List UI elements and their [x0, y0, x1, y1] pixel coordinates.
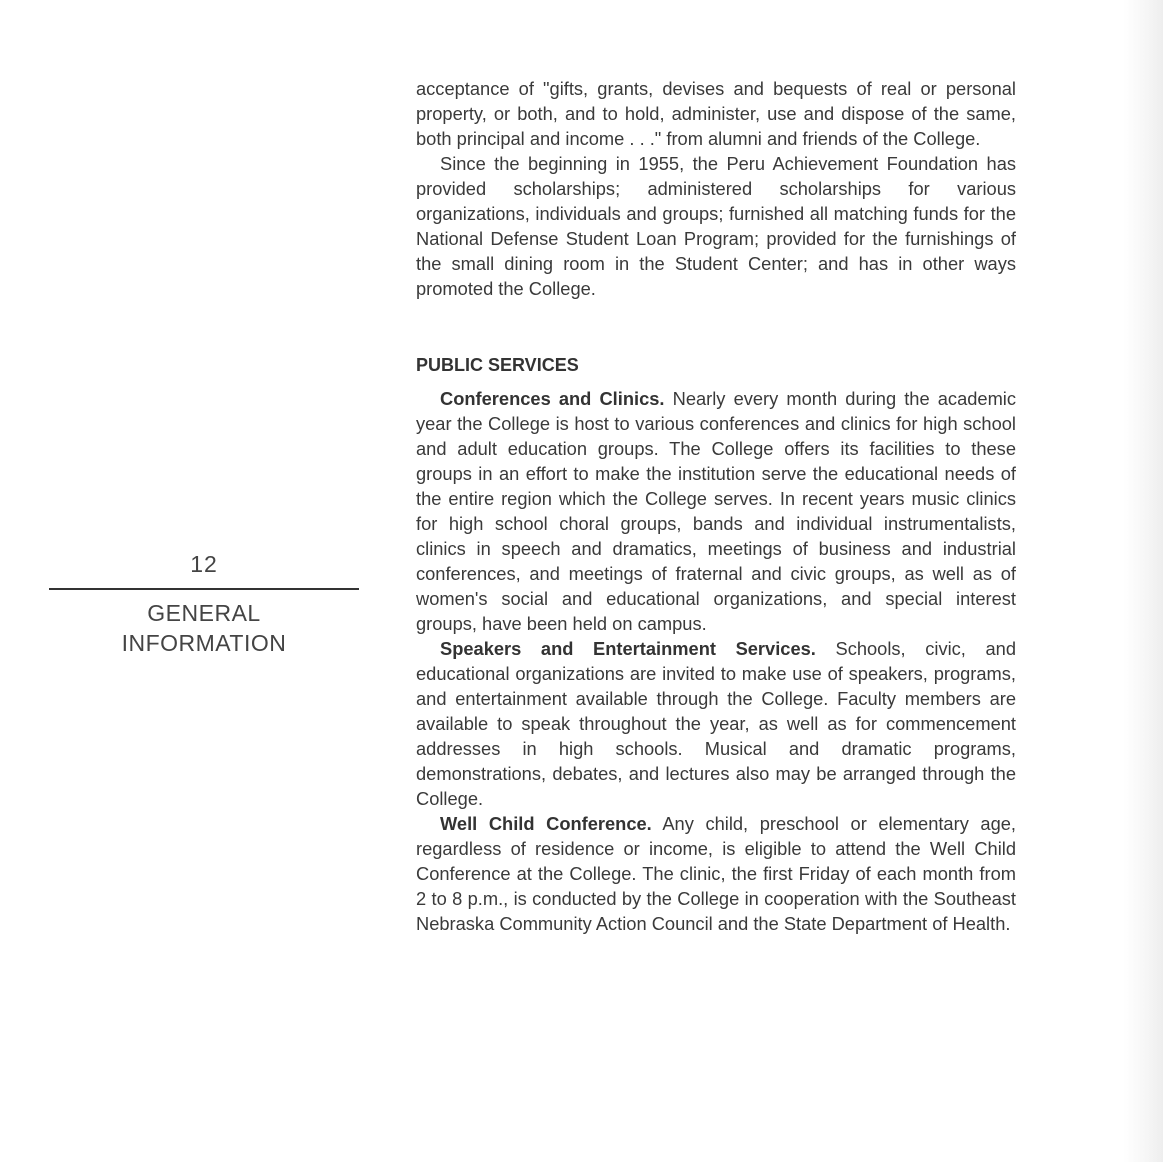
- side-header: [48, 548, 360, 658]
- run-head-speakers: Speakers and Entertainment Services.: [440, 638, 816, 659]
- side-rule: [49, 588, 359, 590]
- conferences-body: Nearly every month during the academic year the College is host to various conferences and clinics for high school and adult education groups. The College offers its facilities to these groups in an effort to make the institution serve the educational needs of the entire region which the College serves. In recent years music clinics for high school choral groups, bands and individual instrumentalists, clinics in speech and dramatics, meetings of business and industrial conferences, and meetings of fraternal and civic groups, as well as of women's social and educational organizations, and special interest groups, have been held on campus.: [416, 388, 1016, 634]
- run-head-conferences: Conferences and Clinics.: [440, 388, 665, 409]
- text-column: [416, 76, 1016, 936]
- paragraph-speakers: [416, 636, 1016, 811]
- page-number: 12: [190, 551, 218, 577]
- section-label-line1: GENERAL: [147, 600, 261, 626]
- paragraph-well-child: [416, 811, 1016, 936]
- paragraph-conferences: [416, 386, 1016, 636]
- page-edge-shadow: [1123, 0, 1163, 1162]
- paragraph-acceptance: acceptance of "gifts, grants, devises and bequests of real or personal property, or both, and to hold, administer, use and dispose of the same, both principal and income . . ." from alumni and friends of the College.: [416, 78, 1016, 149]
- speakers-body: Schools, civic, and educational organizations are invited to make use of speakers, programs, and entertainment available through the College. Faculty members are available to speak throughout the year, as well as for commencement addresses in high schools. Musical and dramatic programs, demonstrations, debates, and lectures also may be arranged through the College.: [416, 638, 1016, 809]
- section-label-line2: INFORMATION: [121, 630, 287, 656]
- section-heading-public-services: PUBLIC SERVICES: [416, 355, 579, 375]
- paragraph-foundation: Since the beginning in 1955, the Peru Achievement Foundation has provided scholarships; administered scholarships for various organizations, individuals and groups; furnished all matching funds for the National Defense Student Loan Program; provided for the furnishings of the small dining room in the Student Center; and has in other ways promoted the College.: [416, 153, 1016, 299]
- well-child-body: Any child, preschool or elementary age, regardless of residence or income, is eligible to attend the Well Child Conference at the College. The clinic, the first Friday of each month from 2 to 8 p.m., is conducted by the College in cooperation with the Southeast Nebraska Community Action Council and the State Department of Health.: [416, 813, 1016, 934]
- run-head-well-child: Well Child Conference.: [440, 813, 652, 834]
- section-label: [48, 598, 360, 658]
